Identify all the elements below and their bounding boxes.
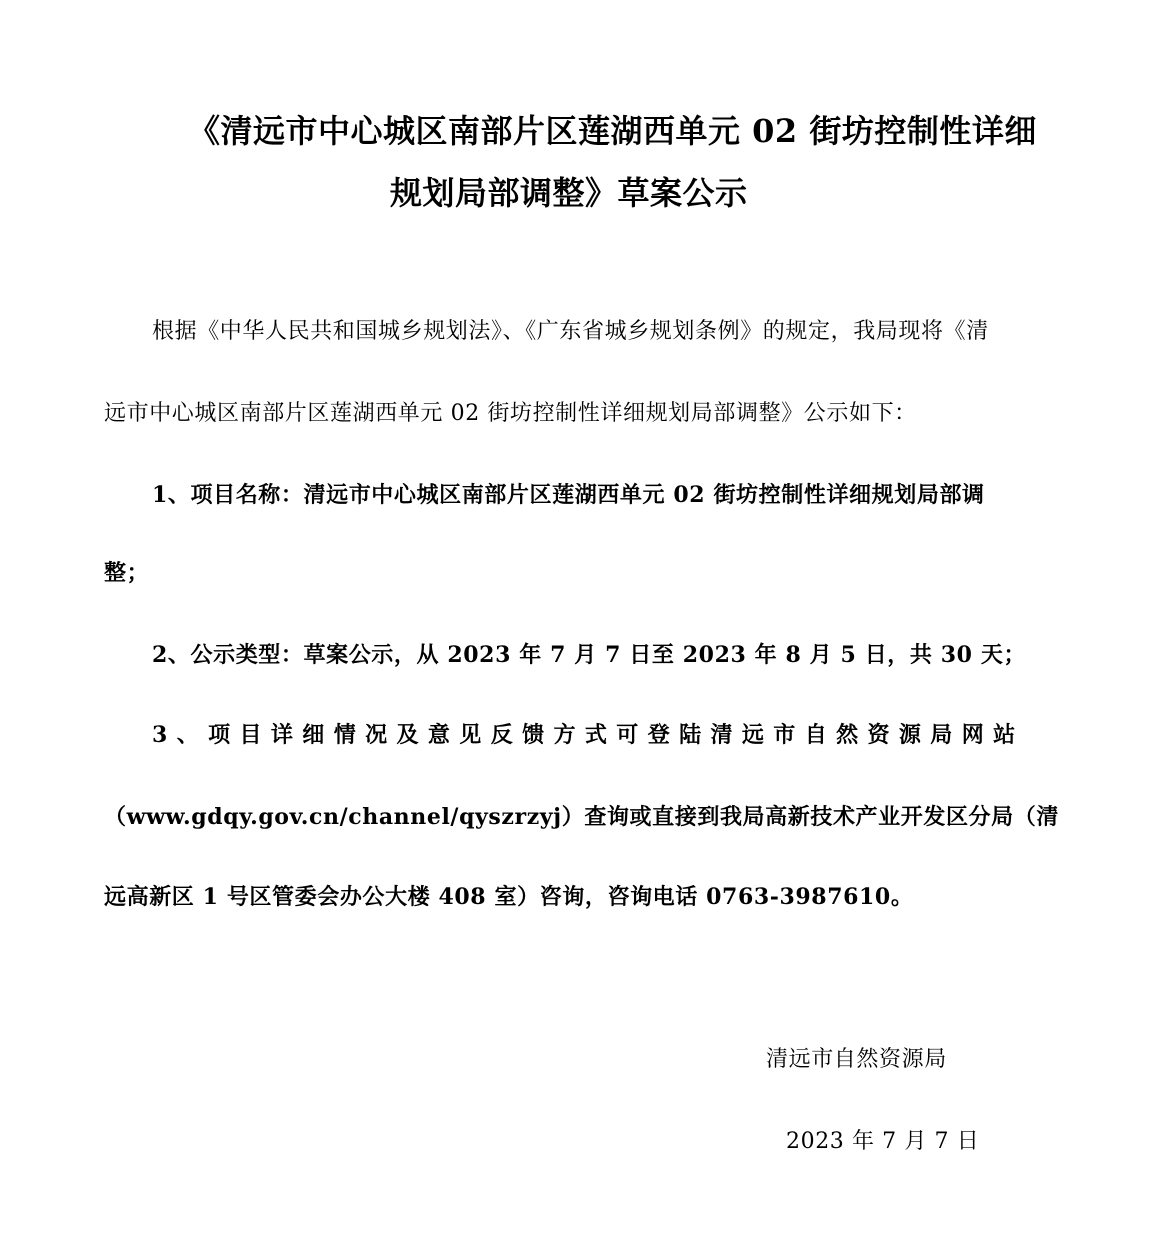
item-3-line-3: 远高新区 1 号区管委会办公大楼 408 室）咨询，咨询电话 0763-3987610。	[104, 884, 914, 910]
item-2-line-1: 2、公示类型：草案公示，从 2023 年 7 月 7 日至 2023 年 8 月 5 日，共 30 天；	[152, 642, 1027, 668]
intro-paragraph-line-2: 远市中心城区南部片区莲湖西单元 02 街坊控制性详细规划局部调整》公示如下：	[104, 401, 917, 426]
document-title-line-1: 《清远市中心城区南部片区莲湖西单元 02 街坊控制性详细	[188, 112, 1037, 150]
signature-organization: 清远市自然资源局	[766, 1047, 947, 1072]
item-1-line-2: 整；	[104, 560, 150, 586]
item-3-line-2: （www.gdqy.gov.cn/channel/qyszrzyj）查询或直接到我局高新技术产业开发区分局（清	[104, 804, 1059, 830]
intro-paragraph-line-1: 根据《中华人民共和国城乡规划法》、《广东省城乡规划条例》的规定，我局现将《清	[152, 319, 989, 344]
item-1-line-1: 1、项目名称：清远市中心城区南部片区莲湖西单元 02 街坊控制性详细规划局部调	[152, 482, 985, 508]
document-title-line-2: 规划局部调整》草案公示	[390, 174, 748, 212]
item-3-line-1: 3、项目详细情况及意见反馈方式可登陆清远市自然资源局网站	[152, 722, 1025, 748]
signature-date: 2023 年 7 月 7 日	[786, 1129, 980, 1154]
